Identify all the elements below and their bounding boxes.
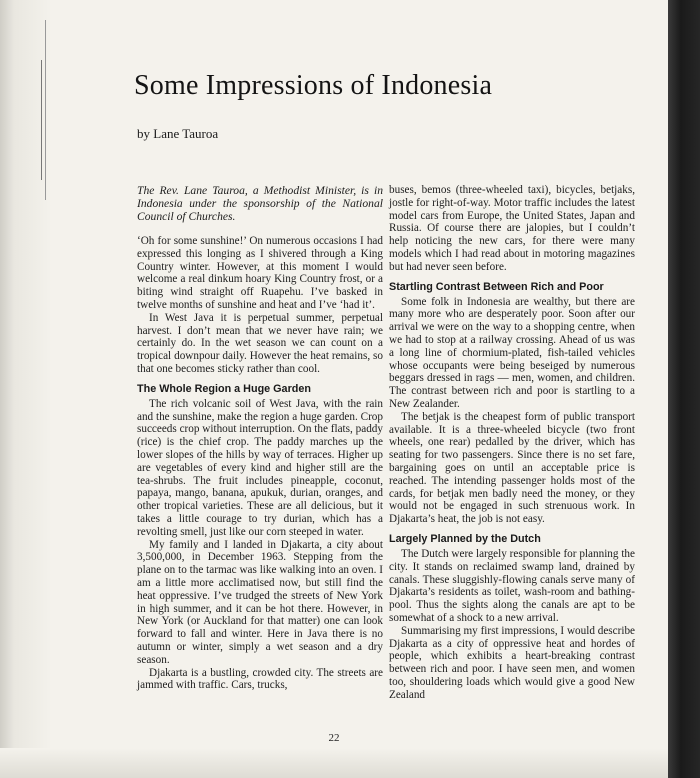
section-heading: The Whole Region a Huge Garden xyxy=(137,382,311,395)
paragraph: ‘Oh for some sunshine!’ On numerous occasions I had expressed this longing as I shivered through a King Country winter. However, at this moment I would welcome a real dinkum hoary King Country frost, or a biting wind straight off Ruapehu. I’ve basked in twelve months of sunshine and heat and I’ve ‘had it’. xyxy=(137,235,383,311)
page-bottom-shadow xyxy=(0,748,668,778)
paragraph: Djakarta is a bustling, crowded city. The streets are jammed with traffic. Cars, trucks, xyxy=(137,666,383,692)
article-title: Some Impressions of Indonesia xyxy=(134,70,493,101)
page-binding-shadow xyxy=(0,0,52,778)
binding-mark xyxy=(41,60,42,180)
left-column xyxy=(137,184,383,692)
binding-mark xyxy=(45,20,46,200)
paragraph: Some folk in Indonesia are wealthy, but there are many more who are desperately poor. Soon after our arrival we were on the way to a shopping centre, when we had to stop at a railway crossing. Ahead of us was a long line of chormium-plated, fish-tailed vehicles whose occupants were being beseiged by numerous beggars dressed in rags — men, women, and children. The contrast between rich and poor is startling to a New Zealander. xyxy=(389,295,635,410)
article-byline: by Lane Tauroa xyxy=(137,126,219,141)
page-number: 22 xyxy=(328,732,340,744)
paragraph: buses, bemos (three-wheeled taxi), bicycles, betjaks, jostle for right-of-way. Motor traffic includes the latest model cars from Europe, the United States, Japan and Russia. Of course there are jalopies, but I couldn’t help noticing the new cars, for there were many models which I had read about in motoring magazines but had never seen before. xyxy=(389,184,635,273)
right-column xyxy=(389,184,635,701)
section-heading: Largely Planned by the Dutch xyxy=(389,532,541,545)
paragraph: The rich volcanic soil of West Java, with the rain and the sunshine, make the region a huge garden. Crop succeeds crop without interruption. On the flats, paddy (rice) is the chief crop. The paddy marches up the lower slopes of the hills by way of terraces. Higher up are vegetables of every kind and higher still are the tea-shrubs. The fruit includes pineapple, coconut, papaya, mango, banana, apukuk, durian, oranges, and other tropical varieties. These are all delicious, but it takes a little courage to try durian, which has a revolting smell, just like our corn steeped in water. xyxy=(137,397,383,538)
facing-page-edge xyxy=(668,0,700,778)
section-heading: Startling Contrast Between Rich and Poor xyxy=(389,280,604,293)
paragraph: The betjak is the cheapest form of public transport available. It is a three-wheeled bicycle (two front wheels, one rear) pedalled by the driver, which has seating for two passengers. Since there is no set fare, bargaining goes on until an acceptable price is reached. The intending passenger holds most of the cards, for betjak men badly need the money, or they would not be engaged in such strenuous work. In Djakarta’s heat, the job is not easy. xyxy=(389,410,635,526)
author-intro: The Rev. Lane Tauroa, a Methodist Minister, is in Indonesia under the sponsorship of the National Council of Churches. xyxy=(137,184,383,223)
paragraph: The Dutch were largely responsible for planning the city. It stands on reclaimed swamp land, drained by canals. These sluggishly-flowing canals serve many of Djakarta’s residents as toilet, wash-room and bathing-pool. Thus the sights along the canals are apt to be somewhat of a shock to a new arrival. xyxy=(389,547,635,624)
paragraph: Summarising my first impressions, I would describe Djakarta as a city of oppressive heat and hordes of people, which exhibits a heart-breaking contrast between rich and poor. I have seen men, and women too, shouldering loads which would give a good New Zealand xyxy=(389,624,635,701)
paragraph: In West Java it is perpetual summer, perpetual harvest. I don’t mean that we never have rain; we certainly do. In the wet season we can count on a tropical downpour daily. However the heat remains, so that one becomes sticky rather than cool. xyxy=(137,311,383,375)
paragraph: My family and I landed in Djakarta, a city about 3,500,000, in December 1963. Stepping from the plane on to the tarmac was like walking into an oven. I am a little more acclimatised now, but still find the heat oppressive. I’ve trudged the streets of New York in high summer, and it can be hot there. However, in New York (or Auckland for that matter) one can look forward to fall and winter. Here in Java there is no autumn or winter, simply a wet season and a dry season. xyxy=(137,538,383,666)
